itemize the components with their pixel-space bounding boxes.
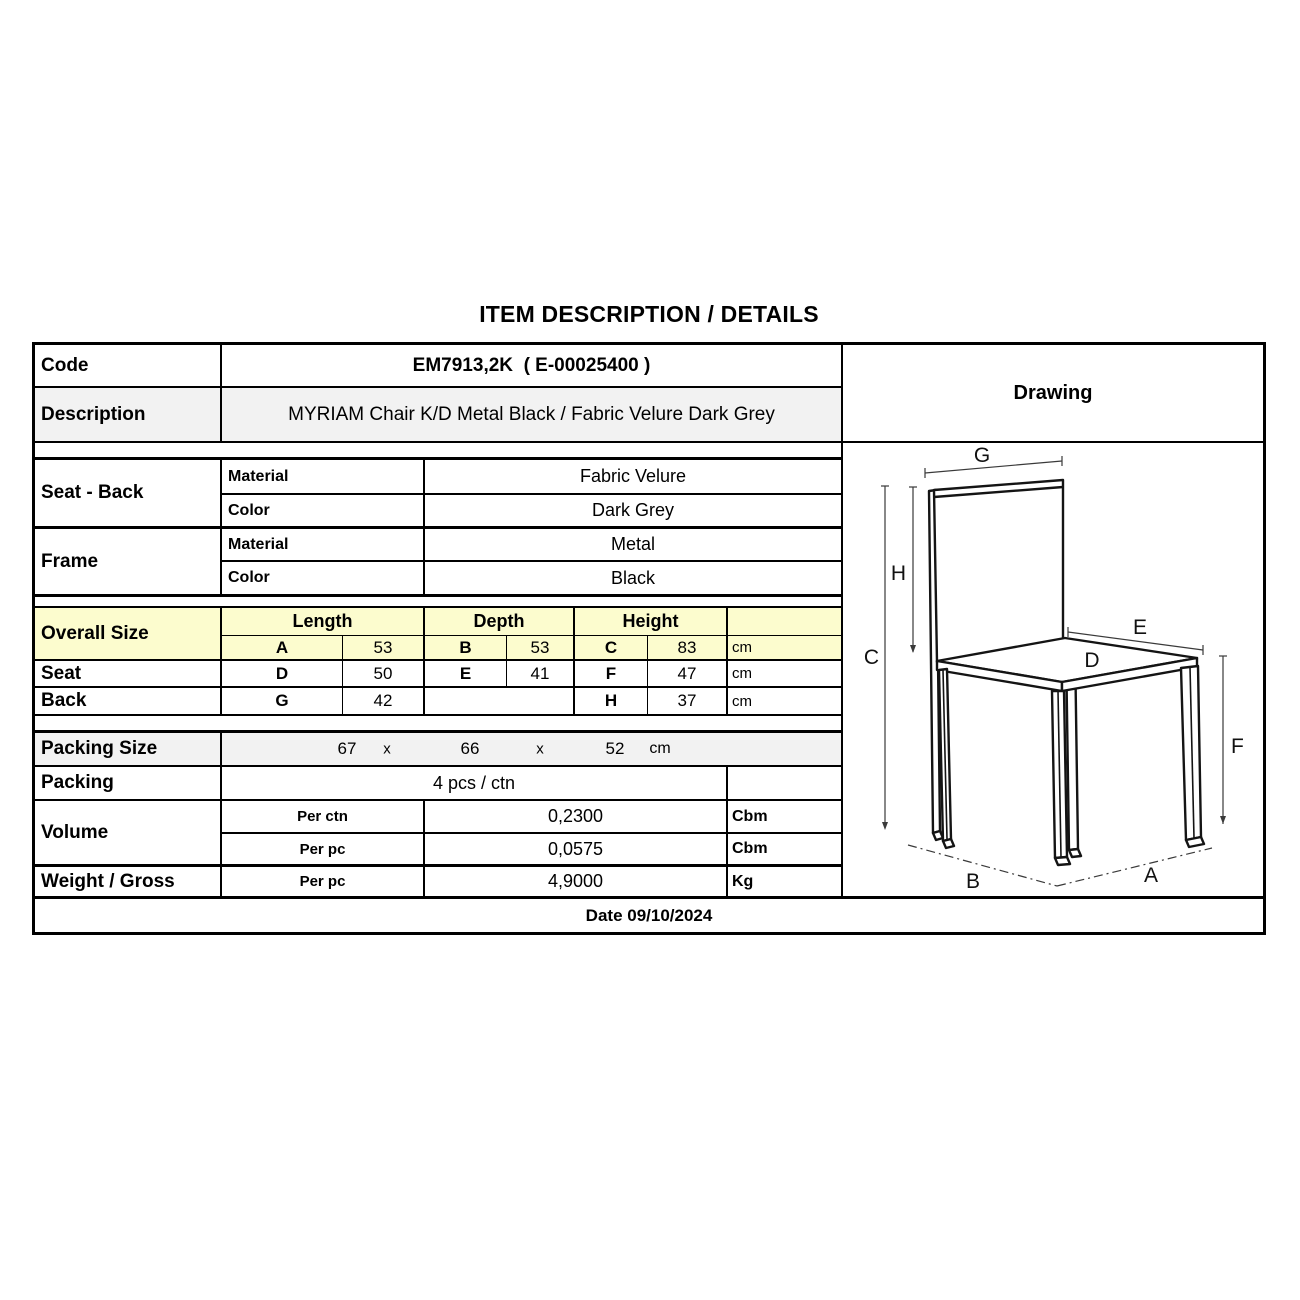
date-row: Date 09/10/2024 (585, 905, 713, 925)
size-header-length: Length (222, 608, 425, 636)
frame-color-value: Black (425, 562, 843, 597)
seat-length-key: D (222, 661, 343, 688)
dim-label-c: C (863, 646, 879, 669)
weight-per-label: Per pc (222, 867, 425, 899)
back-row-label: Back (35, 688, 222, 716)
packing-unit-empty (728, 767, 843, 801)
frame-color-label: Color (222, 562, 425, 597)
weight-unit: Kg (728, 867, 843, 899)
seat-length-value: 50 (343, 661, 425, 688)
dim-label-e: E (1132, 616, 1148, 639)
frame-material-value: Metal (425, 529, 843, 562)
back-depth-empty (425, 688, 575, 716)
back-length-key: G (222, 688, 343, 716)
volume-label: Volume (35, 801, 222, 867)
packing-size-dim2: 66 (460, 739, 480, 758)
overall-size-label: Overall Size (35, 608, 222, 661)
packing-size-dim1: 67 (337, 739, 357, 758)
size-header-unit (728, 608, 843, 636)
back-length-value: 42 (343, 688, 425, 716)
description-label: Description (35, 388, 222, 443)
dim-label-b: B (965, 870, 981, 893)
packing-value: 4 pcs / ctn (222, 767, 728, 801)
packing-size-label: Packing Size (35, 733, 222, 767)
dim-label-d: D (1084, 649, 1100, 672)
page-title: ITEM DESCRIPTION / DETAILS (479, 301, 819, 327)
seat-height-value: 47 (648, 661, 728, 688)
overall-unit: cm (728, 636, 843, 661)
seat-depth-value: 41 (507, 661, 575, 688)
packing-size-dim3: 52 (605, 739, 625, 758)
packing-size-x2: x (536, 740, 544, 758)
volume-per-pc-label: Per pc (222, 834, 425, 867)
volume-per-ctn-unit: Cbm (728, 801, 843, 834)
seat-back-material-value: Fabric Velure (425, 460, 843, 495)
back-unit: cm (728, 688, 843, 716)
seat-height-key: F (575, 661, 648, 688)
size-header-depth: Depth (425, 608, 575, 636)
size-header-height: Height (575, 608, 728, 636)
overall-height-key: C (575, 636, 648, 661)
packing-size-unit: cm (649, 740, 671, 757)
seat-unit: cm (728, 661, 843, 688)
dim-label-f: F (1231, 735, 1244, 758)
dim-label-a: A (1143, 864, 1159, 887)
overall-depth-value: 53 (507, 636, 575, 661)
dim-label-h: H (890, 562, 906, 585)
spec-table (32, 342, 1266, 935)
seat-back-material-label: Material (222, 460, 425, 495)
volume-per-ctn-label: Per ctn (222, 801, 425, 834)
spacer-row (35, 443, 843, 460)
volume-per-pc-value: 0,0575 (425, 834, 728, 867)
dim-label-g: G (973, 444, 991, 467)
overall-depth-key: B (425, 636, 507, 661)
packing-size-x1: x (383, 740, 391, 758)
volume-per-ctn-value: 0,2300 (425, 801, 728, 834)
packing-label: Packing (35, 767, 222, 801)
seat-row-label: Seat (35, 661, 222, 688)
seat-back-color-value: Dark Grey (425, 495, 843, 529)
weight-value: 4,9000 (425, 867, 728, 899)
frame-material-label: Material (222, 529, 425, 562)
frame-label: Frame (35, 529, 222, 597)
drawing-panel (843, 443, 1263, 899)
spacer-row (35, 716, 843, 733)
seat-back-color-label: Color (222, 495, 425, 529)
description-value: MYRIAM Chair K/D Metal Black / Fabric Velure Dark Grey (222, 388, 843, 443)
code-label: Code (35, 345, 222, 388)
overall-length-value: 53 (343, 636, 425, 661)
weight-label: Weight / Gross (35, 867, 222, 899)
back-height-key: H (575, 688, 648, 716)
volume-per-pc-unit: Cbm (728, 834, 843, 867)
code-value: EM7913,2K ( E-00025400 ) (222, 345, 843, 388)
overall-height-value: 83 (648, 636, 728, 661)
chair-drawing (843, 443, 1263, 896)
packing-size-value (222, 733, 843, 767)
overall-length-key: A (222, 636, 343, 661)
spacer-row (35, 597, 843, 608)
seat-back-label: Seat - Back (35, 460, 222, 529)
drawing-header: Drawing (843, 345, 1263, 443)
seat-depth-key: E (425, 661, 507, 688)
back-height-value: 37 (648, 688, 728, 716)
